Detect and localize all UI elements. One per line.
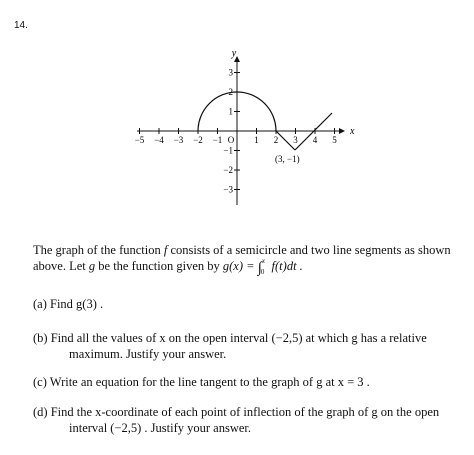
x-tick-label: 2 <box>273 135 279 145</box>
x-tick-label: −1 <box>212 135 223 145</box>
x-tick-label: −2 <box>193 135 203 145</box>
question-d: (d) Find the x-coordinate of each point of inflection of the graph of g on the open interval (−2,5) . Justify your answer. <box>33 405 440 435</box>
question-c: (c) Write an equation for the line tangent to the graph of g at x = 3 . <box>33 375 370 389</box>
problem-intro: The graph of the function f consists of a semicircle and two line segments as shown above. Let g be the function given by g(x) = ∫$^x_0$ f(t)dt . <box>33 243 451 276</box>
question-b: (b) Find all the values of x on the open interval (−2,5) at which g has a relative maximum. Justify your answer. <box>33 331 427 361</box>
y-tick-label: −1 <box>223 145 233 156</box>
x-tick-label: −3 <box>173 135 184 145</box>
y-tick-label: −2 <box>223 165 233 175</box>
y-tick-label: 2 <box>228 87 233 97</box>
x-tick-label: 3 <box>293 135 298 145</box>
x-axis-label: x <box>350 126 355 137</box>
x-tick-label: 4 <box>312 135 318 145</box>
y-tick-label: 1 <box>228 106 233 117</box>
point-label: (3, −1) <box>275 154 300 164</box>
y-tick-label: 3 <box>228 67 233 78</box>
y-axis-label: y <box>231 48 237 59</box>
segment-down <box>273 131 295 150</box>
x-tick-label: 5 <box>332 135 337 145</box>
question-a: (a) Find g(3) . <box>33 297 104 311</box>
origin-label: O <box>227 135 235 145</box>
x-tick-label: 1 <box>254 135 259 145</box>
x-tick-label: −5 <box>134 135 145 145</box>
problem-number: 14. <box>14 20 28 31</box>
y-tick-label: −3 <box>223 184 233 195</box>
x-tick-label: −4 <box>154 135 164 145</box>
